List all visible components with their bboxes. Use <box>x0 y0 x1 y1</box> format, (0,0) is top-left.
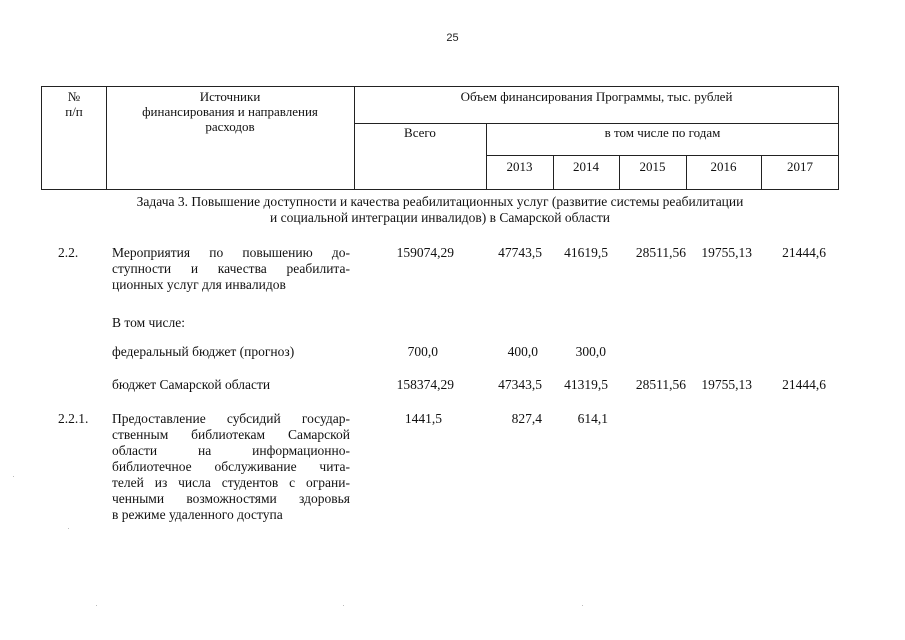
header-divider <box>486 155 839 156</box>
including-label: В том числе: <box>112 315 185 330</box>
value-total: 1441,5 <box>404 411 442 426</box>
federal-label: федеральный бюджет (прогноз) <box>112 344 295 359</box>
header-by-years: в том числе по годам <box>604 125 721 140</box>
scan-speck <box>582 605 583 606</box>
desc-line: ступности и качества реабилита- <box>112 261 350 276</box>
desc-line: телей из числа студентов с ограни- <box>112 475 350 490</box>
table-header <box>41 86 839 190</box>
header-year: 2016 <box>710 159 737 174</box>
value-2013: 47343,5 <box>498 377 542 392</box>
header-year: 2015 <box>639 159 666 174</box>
value-2013: 47743,5 <box>498 245 542 260</box>
desc-line: Предоставление субсидий государ- <box>112 411 350 426</box>
header-text: № <box>67 89 81 104</box>
header-text: финансирования и направления <box>142 104 318 119</box>
desc-line: ченными возможностями здоровья <box>112 491 350 506</box>
regional-label: бюджет Самарской области <box>112 377 271 392</box>
task-title-line: Задача 3. Повышение доступности и качества реабилитационных услуг (развитие системы реабилитации <box>136 194 744 209</box>
header-text: п/п <box>65 104 83 119</box>
value-2015: 28511,56 <box>635 245 686 260</box>
scan-speck <box>13 476 14 477</box>
header-text: Источники <box>199 89 261 104</box>
scan-speck <box>96 605 97 606</box>
value-2014: 614,1 <box>577 411 608 426</box>
header-year: 2013 <box>506 159 533 174</box>
value-2014: 300,0 <box>575 344 606 359</box>
value-2015: 28511,56 <box>635 377 686 392</box>
header-total: Всего <box>404 125 436 140</box>
desc-line: ционных услуг для инвалидов <box>112 277 286 292</box>
value-2017: 21444,6 <box>782 377 826 392</box>
row-description <box>112 411 350 523</box>
value-2013: 827,4 <box>511 411 542 426</box>
desc-line: Мероприятия по повышению до- <box>112 245 350 260</box>
row-number: 2.2. <box>58 245 79 260</box>
header-divider <box>354 123 839 124</box>
header-year: 2017 <box>787 159 813 174</box>
row-number: 2.2.1. <box>58 411 89 426</box>
value-total: 159074,29 <box>396 245 454 260</box>
value-2016: 19755,13 <box>701 245 752 260</box>
value-total: 700,0 <box>407 344 438 359</box>
header-volume: Объем финансирования Программы, тыс. рублей <box>460 89 733 104</box>
desc-line: области на информационно- <box>112 443 350 458</box>
scan-speck <box>343 605 344 606</box>
scan-speck <box>68 528 69 529</box>
value-2017: 21444,6 <box>782 245 826 260</box>
header-col-num <box>42 89 106 119</box>
task-title <box>80 194 800 226</box>
header-col-sources <box>106 89 354 134</box>
task-title-line: и социальной интеграции инвалидов) в Самарской области <box>270 210 610 225</box>
desc-line: библиотечное обслуживание чита- <box>112 459 350 474</box>
value-2014: 41619,5 <box>564 245 608 260</box>
value-2013: 400,0 <box>507 344 538 359</box>
page-number: 25 <box>446 32 459 44</box>
desc-line: в режиме удаленного доступа <box>112 507 283 522</box>
value-2016: 19755,13 <box>701 377 752 392</box>
desc-line: ственным библиотекам Самарской <box>112 427 350 442</box>
header-year: 2014 <box>573 159 599 174</box>
row-description <box>112 245 350 293</box>
value-total: 158374,29 <box>396 377 454 392</box>
header-text: расходов <box>205 119 255 134</box>
value-2014: 41319,5 <box>564 377 608 392</box>
